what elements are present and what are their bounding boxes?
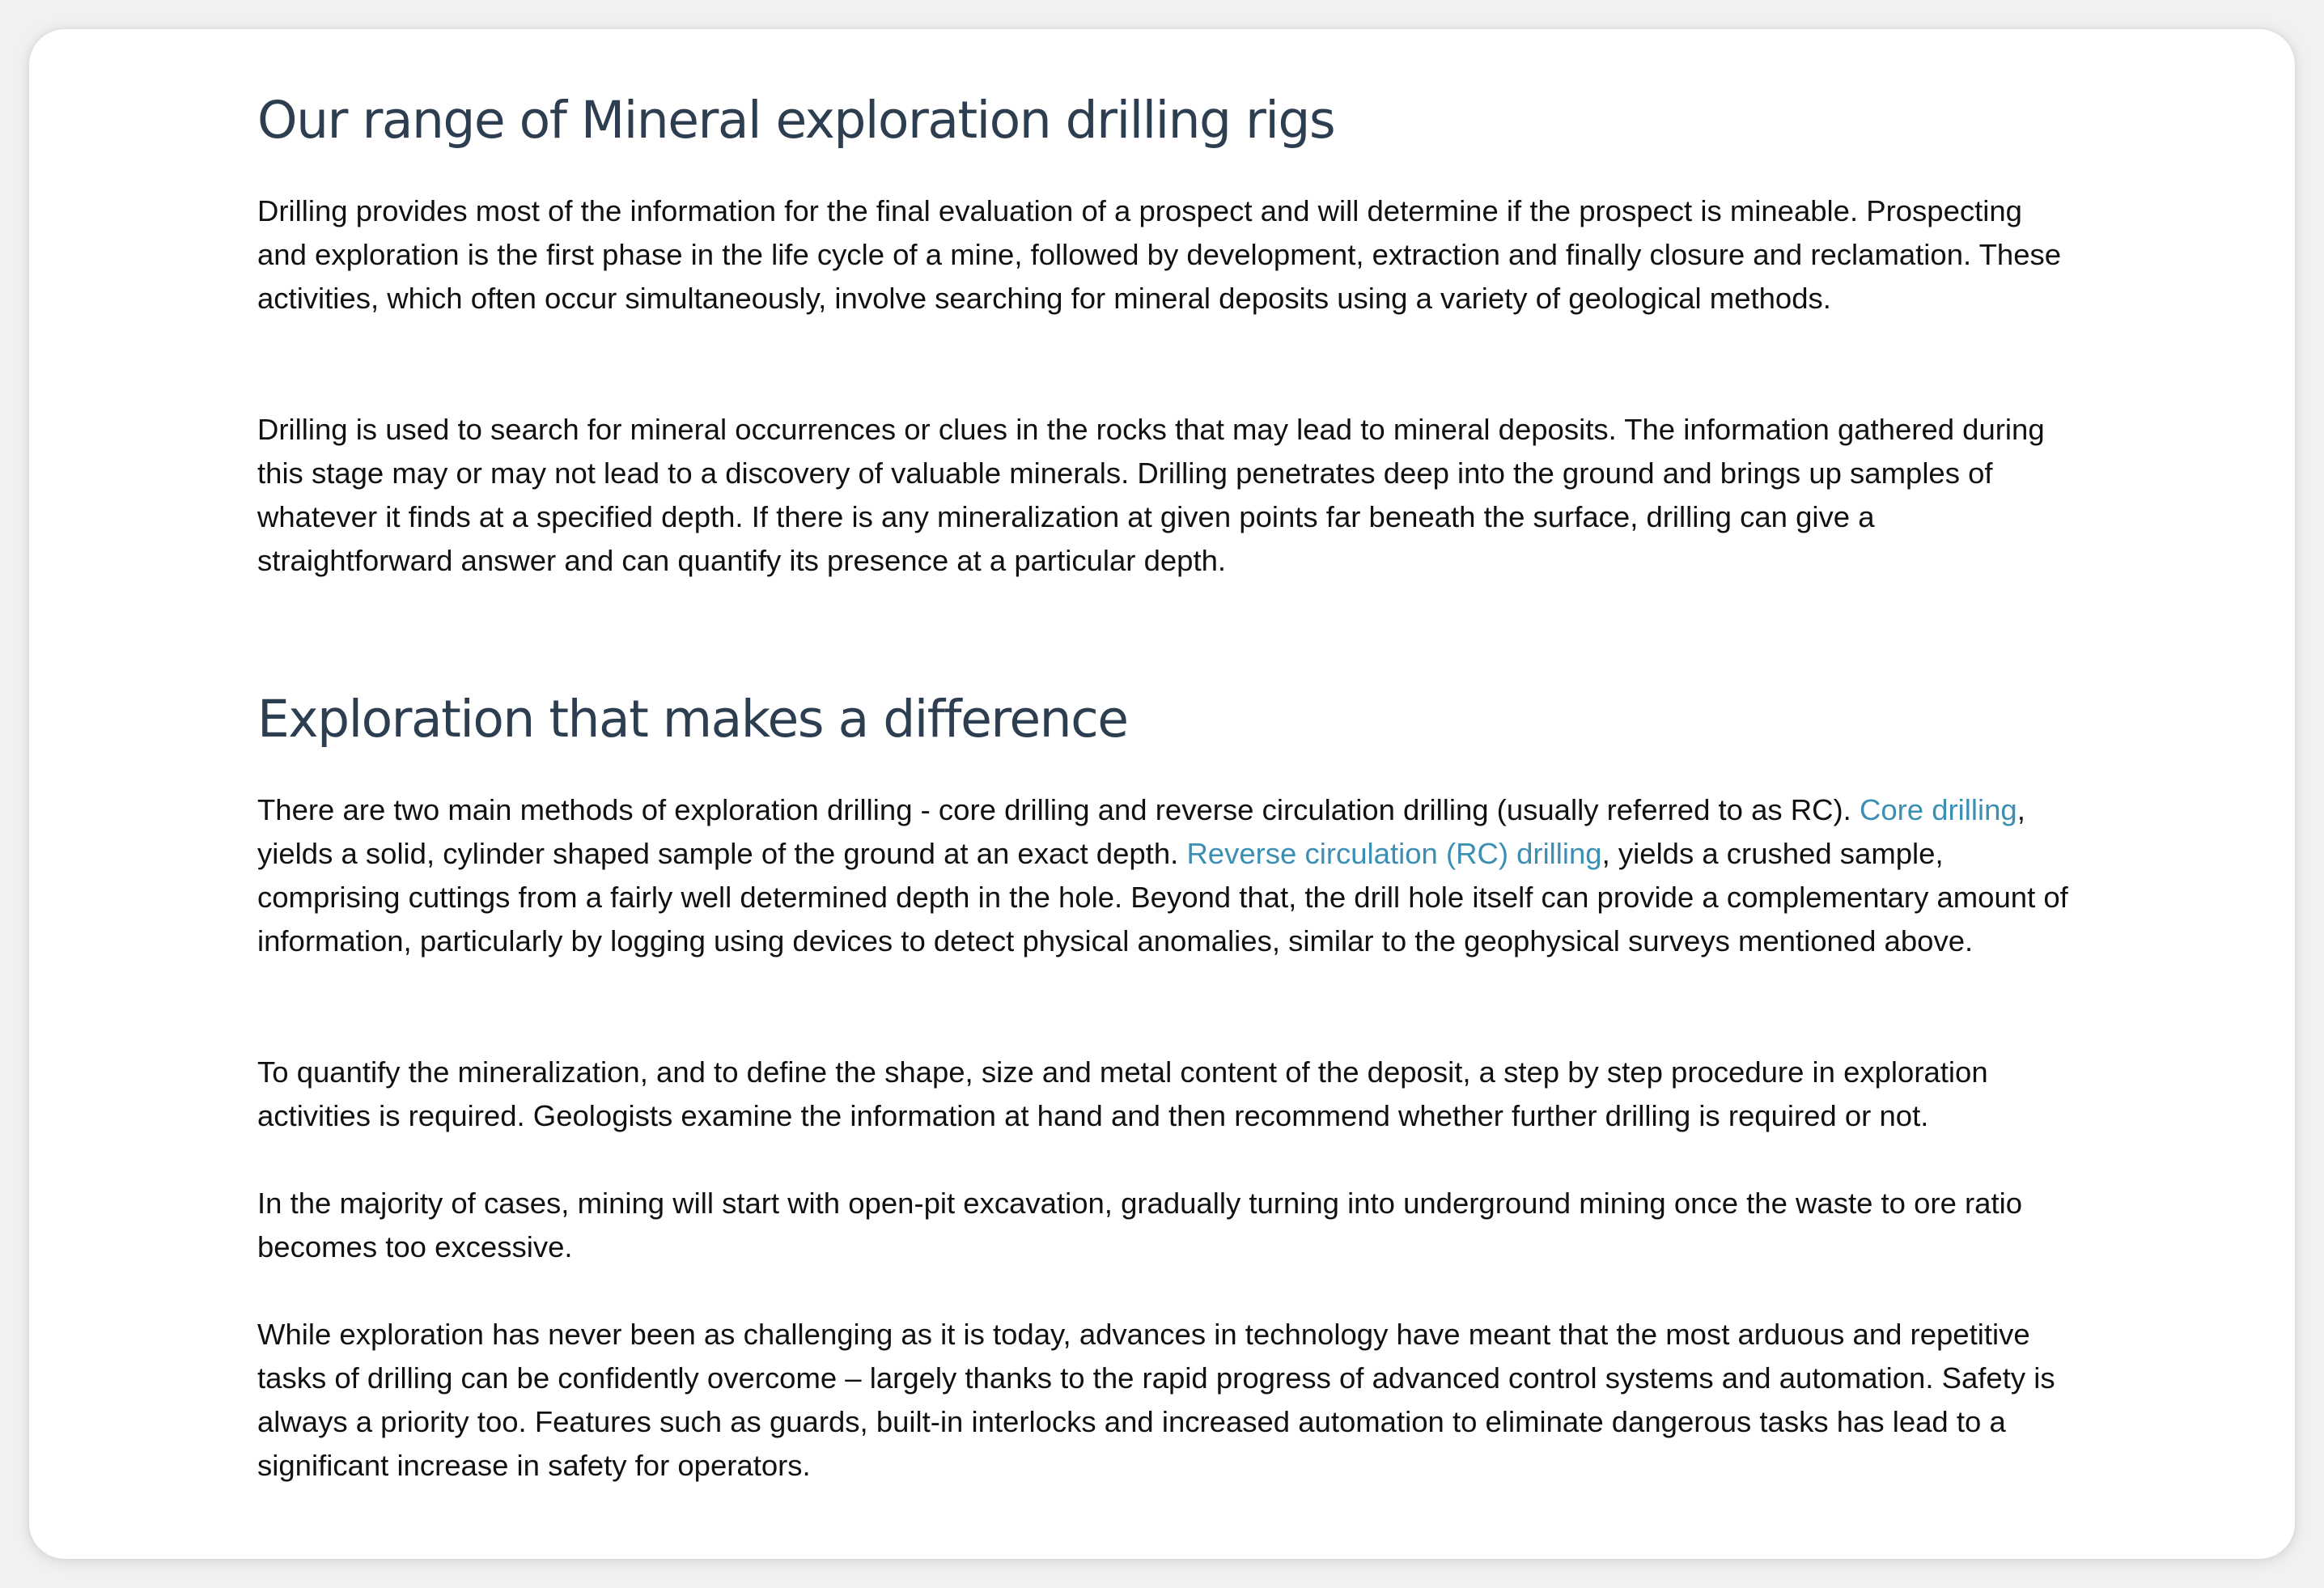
methods-text-3: , yields a crushed sample, comprising cuttings from a fairly well determined depth in the hole. Beyond that, the drill hole itself can provide a complementary amount of information, particularly by logging using devices to detect physical anomalies, similar to the geophysical surveys mentioned above. bbox=[257, 837, 2068, 957]
methods-text-1: There are two main methods of exploration drilling - core drilling and reverse circulation drilling (usually referred to as RC). bbox=[257, 793, 1860, 826]
paragraph-drilling-methods bbox=[257, 788, 2070, 963]
core-drilling-link[interactable]: Core drilling bbox=[1859, 793, 2017, 826]
paragraph-drilling-info: Drilling provides most of the information for the final evaluation of a prospect and will determine if the prospect is mineable. Prospecting and exploration is the first phase in the life cycle of a mine, followed by development, extraction and finally closure and reclamation. These activities, which often occur simultaneously, involve searching for mineral deposits using a variety of geological methods. bbox=[257, 194, 2062, 315]
section-heading-exploration: Exploration that makes a difference bbox=[257, 690, 1128, 749]
methods-text-2: , yields a solid, cylinder shaped sample of the ground at an exact depth. bbox=[257, 793, 2025, 870]
paragraph-open-pit: In the majority of cases, mining will start with open-pit excavation, gradually turning into underground mining once the waste to ore ratio becomes too excessive. bbox=[257, 1187, 2023, 1263]
reverse-circulation-link[interactable]: Reverse circulation (RC) drilling bbox=[1186, 837, 1602, 870]
paragraph-quantify: To quantify the mineralization, and to define the shape, size and metal content of the deposit, a step by step procedure in exploration activities is required. Geologists examine the information at hand and then recommend whether further drilling is required or not. bbox=[257, 1055, 1988, 1132]
section-heading-rigs: Our range of Mineral exploration drilling rigs bbox=[257, 91, 1335, 150]
content-card bbox=[29, 29, 2295, 1559]
paragraph-drilling-search: Drilling is used to search for mineral occurrences or clues in the rocks that may lead to mineral deposits. The information gathered during this stage may or may not lead to a discovery of valuable minerals. Drilling penetrates deep into the ground and brings up samples of whatever it finds at a specified depth. If there is any mineralization at given points far beneath the surface, drilling can give a straightforward answer and can quantify its presence at a particular depth. bbox=[257, 413, 2045, 577]
paragraph-technology-safety: While exploration has never been as challenging as it is today, advances in technology have meant that the most arduous and repetitive tasks of drilling can be confidently overcome – largely thanks to the rapid progress of advanced control systems and automation. Safety is always a priority too. Features such as guards, built-in interlocks and increased automation to eliminate dangerous tasks has lead to a significant increase in safety for operators. bbox=[257, 1318, 2055, 1482]
